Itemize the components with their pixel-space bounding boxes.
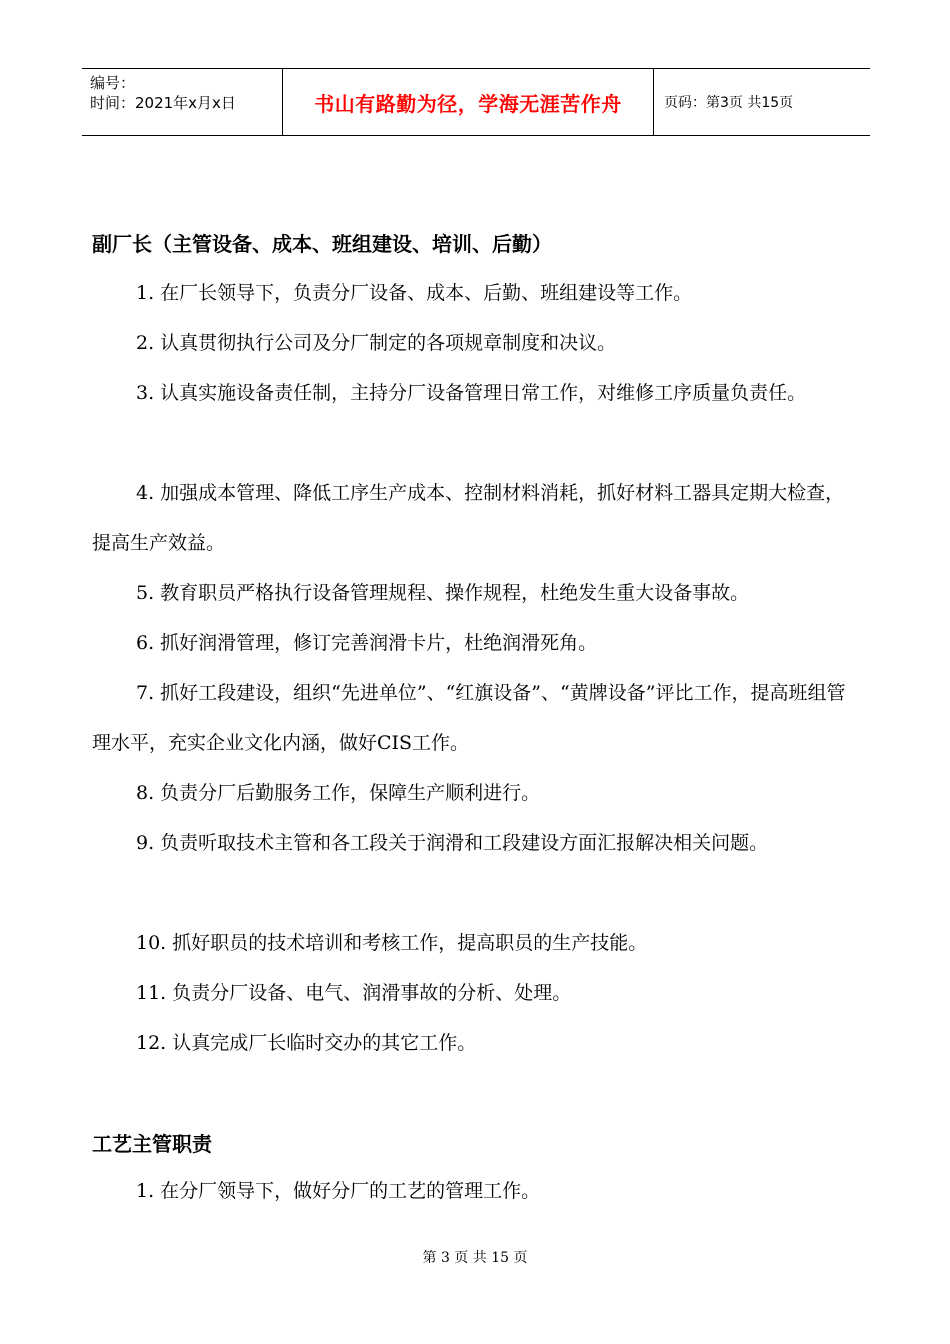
header-motto: 书山有路勤为径，学海无涯苦作舟: [282, 69, 654, 135]
list-item: 5. 教育职员严格执行设备管理规程、操作规程，杜绝发生重大设备事故。: [136, 582, 750, 604]
list-item: 4. 加强成本管理、降低工序生产成本、控制材料消耗，抓好材料工器具定期大检查，提高生产效益。: [92, 482, 845, 554]
header-page-info: 页码：第3页 共15页: [664, 95, 794, 111]
list-item: 10. 抓好职员的技术培训和考核工作，提高职员的生产技能。: [136, 932, 648, 954]
page-footer: 第 3 页 共 15 页: [422, 1250, 528, 1266]
list-item: 12. 认真完成厂长临时交办的其它工作。: [136, 1032, 477, 1054]
header-meta: [82, 69, 282, 135]
number-label: 编号：: [90, 74, 136, 92]
list-item: 8. 负责分厂后勤服务工作，保障生产顺利进行。: [136, 782, 541, 804]
list-item: 6. 抓好润滑管理，修订完善润滑卡片，杜绝润滑死角。: [136, 632, 598, 654]
list-item: 1. 在厂长领导下，负责分厂设备、成本、后勤、班组建设等工作。: [136, 282, 693, 304]
document-header: [82, 68, 870, 136]
list-item: 2. 认真贯彻执行公司及分厂制定的各项规章制度和决议。: [136, 332, 617, 354]
list-item: 1. 在分厂领导下，做好分厂的工艺的管理工作。: [136, 1180, 541, 1202]
time-label: 时间：2021年x月x日: [90, 94, 236, 112]
section-title-process-supervisor: 工艺主管职责: [92, 1132, 212, 1156]
list-item: 9. 负责听取技术主管和各工段关于润滑和工段建设方面汇报解决相关问题。: [136, 832, 769, 854]
list-item: 3. 认真实施设备责任制，主持分厂设备管理日常工作，对维修工序质量负责任。: [136, 382, 807, 404]
list-item: 7. 抓好工段建设，组织“先进单位”、“红旗设备”、“黄牌设备”评比工作，提高班组管理水平，充实企业文化内涵，做好CIS工作。: [92, 682, 846, 754]
list-item: 11. 负责分厂设备、电气、润滑事故的分析、处理。: [136, 982, 572, 1004]
section-title-deputy-director: 副厂长（主管设备、成本、班组建设、培训、后勤）: [92, 232, 552, 256]
